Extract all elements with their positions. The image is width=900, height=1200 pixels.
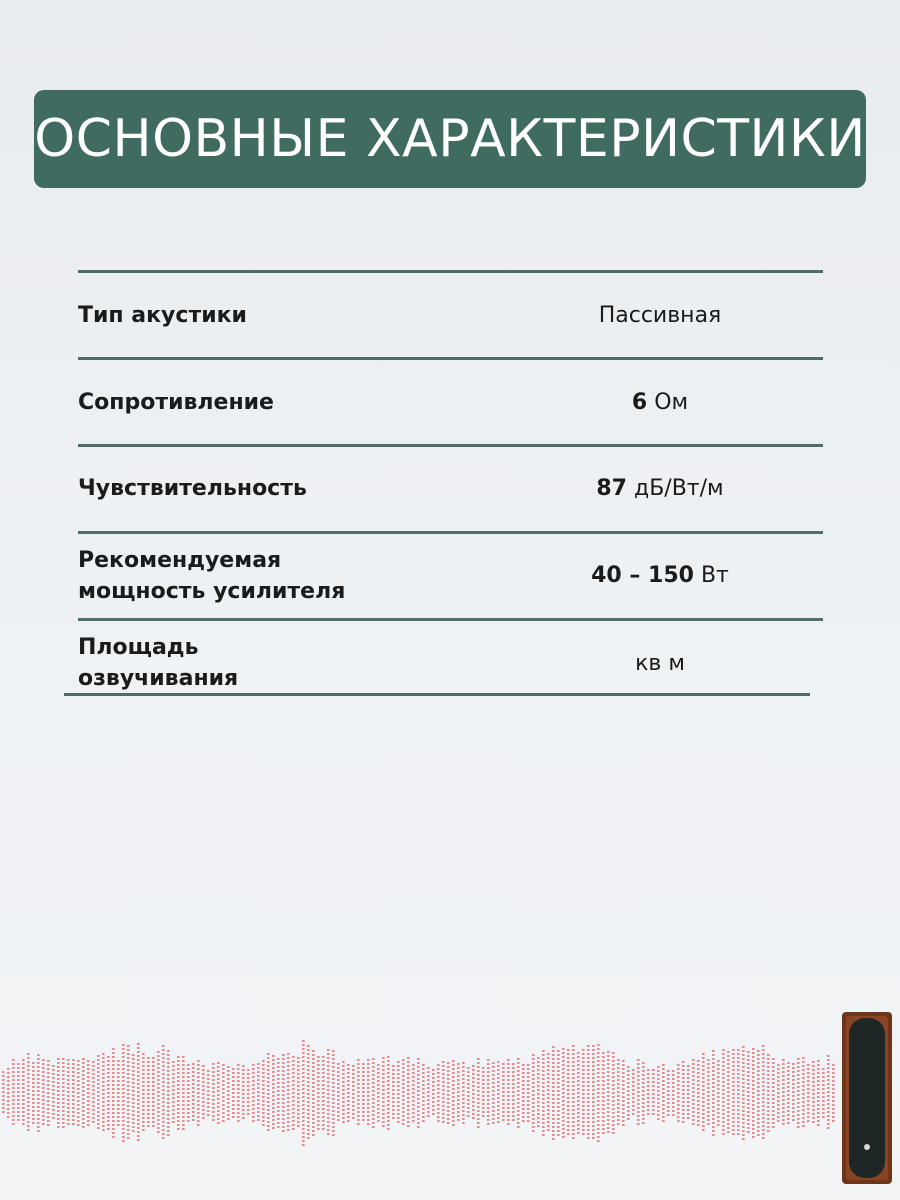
- speaker-icon: [838, 1010, 894, 1186]
- divider: [78, 531, 823, 534]
- divider: [64, 693, 810, 696]
- sound-wave-icon: [0, 1030, 900, 1170]
- page-title: ОСНОВНЫЕ ХАРАКТЕРИСТИКИ: [34, 109, 866, 169]
- divider: [78, 357, 823, 360]
- spec-value: кв м: [635, 651, 685, 676]
- spec-label: Чувствительность: [78, 476, 307, 501]
- divider: [78, 444, 823, 447]
- divider: [78, 270, 823, 273]
- spec-label: Тип акустики: [78, 303, 247, 328]
- spec-value: 40 – 150 Вт: [591, 563, 729, 588]
- spec-label: Сопротивление: [78, 390, 274, 415]
- divider: [78, 618, 823, 621]
- spec-label: Рекомендуемая мощность усилителя: [78, 548, 346, 604]
- spec-label: Площадь озвучивания: [78, 635, 239, 691]
- spec-value: Пассивная: [598, 303, 722, 328]
- spec-value: 6 Ом: [631, 390, 689, 415]
- spec-value: 87 дБ/Вт/м: [596, 476, 724, 501]
